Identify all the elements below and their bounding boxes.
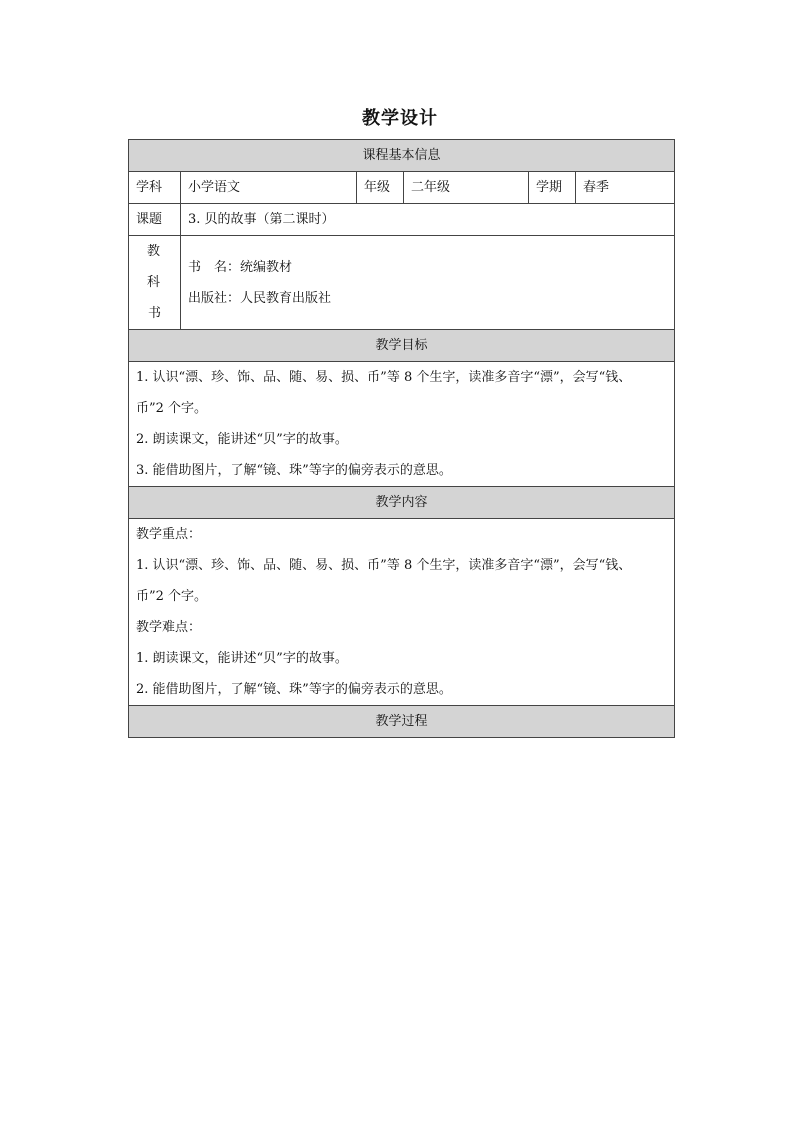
objectives-header-row bbox=[129, 330, 675, 362]
content-line: 1. 朗读课文，能讲述“贝”字的故事。 bbox=[136, 651, 348, 666]
textbook-label bbox=[129, 236, 181, 330]
objective-line: 1. 认识“漂、珍、饰、品、随、易、损、币”等 8 个生字，读准多音字“漂”，会写“钱、 bbox=[136, 370, 632, 385]
content-line: 2. 能借助图片，了解“镜、珠”等字的偏旁表示的意思。 bbox=[136, 682, 452, 697]
content-header: 教学内容 bbox=[129, 487, 675, 519]
basic-info-header-row bbox=[129, 140, 675, 172]
term-label: 学期 bbox=[529, 172, 576, 204]
lesson-plan-table bbox=[128, 139, 675, 738]
objective-line: 币”2 个字。 bbox=[136, 401, 208, 416]
publisher-line: 出版社：人民教育出版社 bbox=[188, 290, 332, 306]
book-name-line: 书 名：统编教材 bbox=[188, 259, 293, 275]
content-line: 教学难点： bbox=[136, 620, 202, 635]
subject-label: 学科 bbox=[129, 172, 181, 204]
objectives-row bbox=[129, 362, 675, 487]
objectives-body bbox=[129, 362, 675, 487]
content-line: 币”2 个字。 bbox=[136, 589, 208, 604]
topic-value: 3. 贝的故事（第二课时） bbox=[181, 204, 675, 236]
subject-value: 小学语文 bbox=[181, 172, 357, 204]
topic-label: 课题 bbox=[129, 204, 181, 236]
topic-row bbox=[129, 204, 675, 236]
subject-row bbox=[129, 172, 675, 204]
textbook-info bbox=[181, 236, 675, 330]
objective-line: 3. 能借助图片，了解“镜、珠”等字的偏旁表示的意思。 bbox=[136, 463, 452, 478]
textbook-label-line2: 书 bbox=[147, 306, 161, 321]
grade-value: 二年级 bbox=[404, 172, 529, 204]
process-header-row bbox=[129, 706, 675, 738]
textbook-label-line1: 教 科 bbox=[146, 244, 168, 290]
content-line: 教学重点： bbox=[136, 527, 202, 542]
textbook-row bbox=[129, 236, 675, 330]
grade-label: 年级 bbox=[357, 172, 404, 204]
content-body bbox=[129, 519, 675, 706]
content-header-row bbox=[129, 487, 675, 519]
process-header: 教学过程 bbox=[129, 706, 675, 738]
document-title: 教学设计 bbox=[362, 108, 438, 129]
objectives-header: 教学目标 bbox=[129, 330, 675, 362]
term-value: 春季 bbox=[576, 172, 675, 204]
objective-line: 2. 朗读课文，能讲述“贝”字的故事。 bbox=[136, 432, 348, 447]
content-line: 1. 认识“漂、珍、饰、品、随、易、损、币”等 8 个生字，读准多音字“漂”，会写“钱、 bbox=[136, 558, 632, 573]
content-row bbox=[129, 519, 675, 706]
basic-info-header: 课程基本信息 bbox=[129, 140, 675, 172]
